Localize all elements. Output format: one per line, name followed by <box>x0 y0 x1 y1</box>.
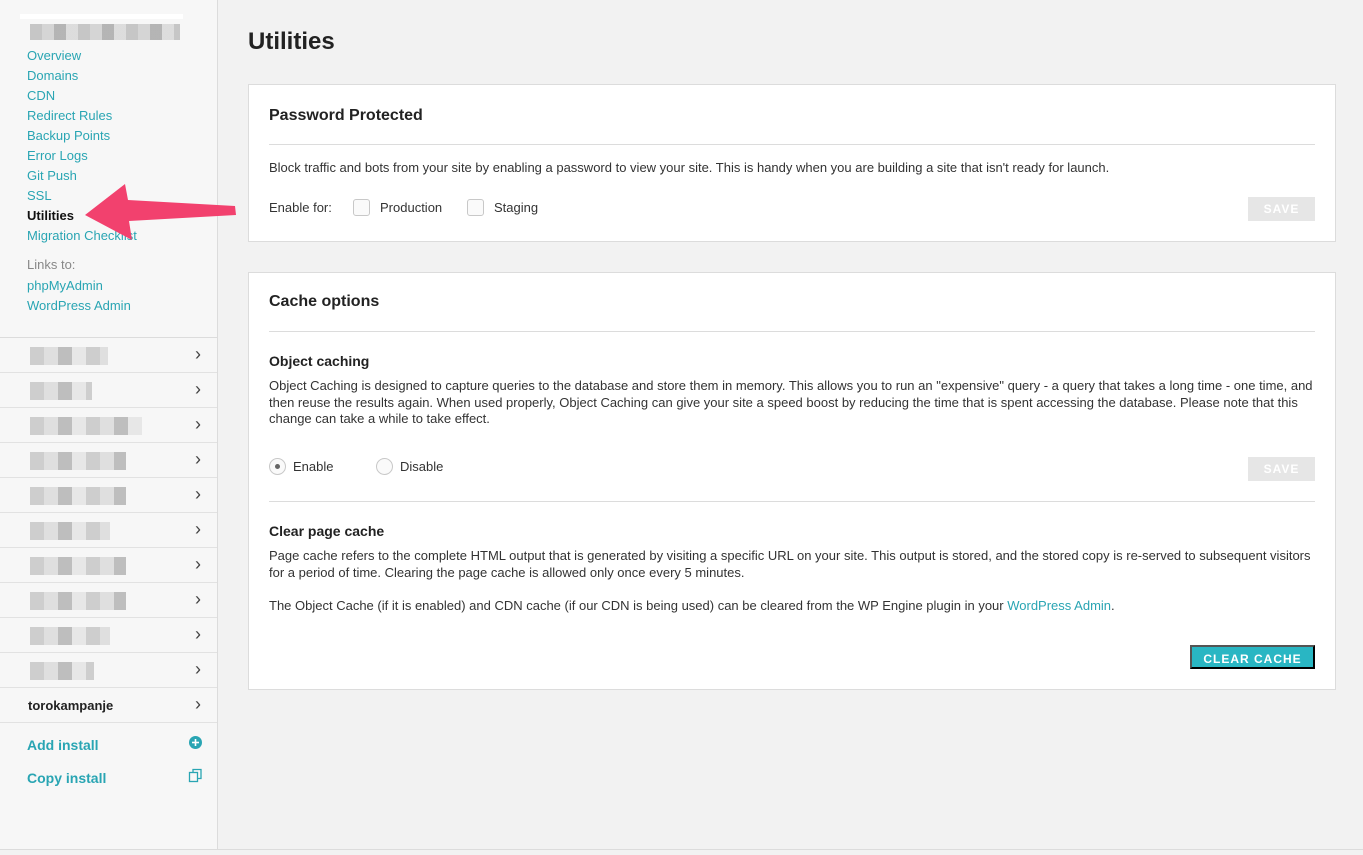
wordpress-admin-link[interactable]: WordPress Admin <box>1007 598 1112 613</box>
plus-circle-icon[interactable] <box>188 735 203 756</box>
cache-note-end: . <box>1111 598 1115 613</box>
clear-cache-button[interactable]: CLEAR CACHE <box>1190 645 1315 669</box>
divider <box>269 501 1315 502</box>
cache-note <box>269 598 1314 615</box>
divider <box>269 144 1315 145</box>
password-protected-title: Password Protected <box>269 107 423 124</box>
install-row[interactable] <box>0 653 217 688</box>
chevron-right-icon[interactable]: › <box>195 414 201 434</box>
annotation-arrow-icon <box>80 180 240 246</box>
enable-for-label: Enable for: <box>269 200 332 215</box>
link-phpmyadmin[interactable]: phpMyAdmin <box>27 278 103 293</box>
chevron-right-icon[interactable]: › <box>195 449 201 469</box>
cache-options-card <box>248 272 1336 690</box>
nav-backup-points[interactable]: Backup Points <box>27 128 111 143</box>
production-label: Production <box>380 200 443 215</box>
chevron-right-icon[interactable]: › <box>195 624 201 644</box>
chevron-right-icon[interactable]: › <box>195 519 201 539</box>
chevron-right-icon[interactable]: › <box>195 659 201 679</box>
nav-domains[interactable]: Domains <box>27 68 79 83</box>
bottom-border <box>0 849 1363 850</box>
divider <box>269 331 1315 332</box>
nav-cdn[interactable]: CDN <box>27 88 56 103</box>
clear-page-cache-title: Clear page cache <box>269 523 385 539</box>
links-to-heading: Links to: <box>27 257 76 272</box>
chevron-right-icon[interactable]: › <box>195 589 201 609</box>
add-install-button[interactable] <box>27 735 203 755</box>
install-name: torokampanje <box>28 698 114 713</box>
add-install-label: Add install <box>27 737 99 753</box>
object-caching-description: Object Caching is designed to capture queries to the database and store them in memory. This allows you to run an "expensive" query - a query that takes a long time - one time, and then reuse the results again. When used properly, Object Caching can give your site a speed boost by reducing the time that is spent accessing the database. Please note that this change can take a while to take effect. <box>269 378 1313 426</box>
install-row[interactable] <box>0 688 217 723</box>
copy-install-button[interactable] <box>27 768 203 788</box>
copy-install-label: Copy install <box>27 770 107 786</box>
chevron-right-icon[interactable]: › <box>195 484 201 504</box>
chevron-right-icon[interactable]: › <box>195 554 201 574</box>
site-name-redacted <box>20 14 183 42</box>
password-save-button[interactable]: SAVE <box>1248 197 1315 221</box>
staging-checkbox[interactable] <box>467 199 484 216</box>
nav-error-logs[interactable]: Error Logs <box>27 148 88 163</box>
nav-utilities[interactable]: Utilities <box>27 208 74 223</box>
cache-options-title: Cache options <box>269 293 380 310</box>
sidebar <box>0 0 218 850</box>
nav-ssl[interactable]: SSL <box>27 188 52 203</box>
install-row[interactable] <box>0 338 217 373</box>
install-row[interactable] <box>0 618 217 653</box>
password-protected-description: Block traffic and bots from your site by enabling a password to view your site. This is handy when you are building a site that isn't ready for launch. <box>269 160 1110 175</box>
object-cache-save-button[interactable]: SAVE <box>1248 457 1315 481</box>
radio-selected-dot <box>275 464 280 469</box>
disable-radio[interactable] <box>376 458 393 475</box>
enable-label: Enable <box>293 459 334 474</box>
page-cache-description: Page cache refers to the complete HTML output that is generated by visiting a specific URL on your site. This output is stored, and the stored copy is re-served to subsequent visitors for a period of time. Clearing the page cache is allowed only once every 5 minutes. <box>269 548 1311 580</box>
install-row[interactable] <box>0 478 217 513</box>
install-row[interactable] <box>0 408 217 443</box>
chevron-right-icon[interactable]: › <box>195 344 201 364</box>
install-list <box>0 337 217 723</box>
page-title: Utilities <box>248 28 335 55</box>
nav-overview[interactable]: Overview <box>27 48 82 63</box>
chevron-right-icon[interactable]: › <box>195 379 201 399</box>
staging-label: Staging <box>494 200 539 215</box>
install-row[interactable] <box>0 548 217 583</box>
install-row[interactable] <box>0 443 217 478</box>
object-caching-title: Object caching <box>269 353 370 369</box>
production-checkbox[interactable] <box>353 199 370 216</box>
link-wordpress-admin[interactable]: WordPress Admin <box>27 298 131 313</box>
enable-radio[interactable] <box>269 458 286 475</box>
nav-redirect-rules[interactable]: Redirect Rules <box>27 108 113 123</box>
install-row[interactable] <box>0 373 217 408</box>
copy-icon[interactable] <box>188 768 203 789</box>
cache-note-text: The Object Cache (if it is enabled) and CDN cache (if our CDN is being used) can be cleared from the WP Engine plugin in your <box>269 598 1008 613</box>
password-protected-card <box>248 84 1336 242</box>
install-row[interactable] <box>0 583 217 618</box>
nav-migration-checklist[interactable]: Migration Checklist <box>27 228 137 243</box>
external-links <box>27 276 131 316</box>
install-row[interactable] <box>0 513 217 548</box>
disable-label: Disable <box>400 459 444 474</box>
nav-git-push[interactable]: Git Push <box>27 168 77 183</box>
chevron-right-icon[interactable]: › <box>195 694 201 714</box>
